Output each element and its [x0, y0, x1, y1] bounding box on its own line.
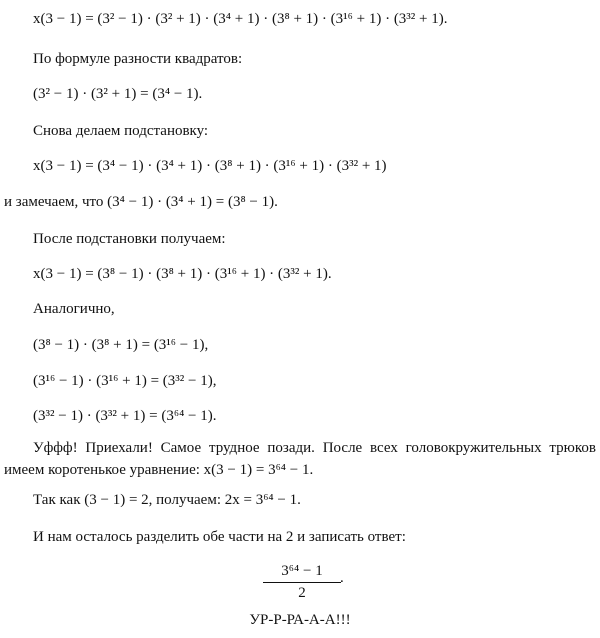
answer-fraction — [263, 561, 341, 603]
equation-square-difference: (3² − 1) · (3² + 1) = (3⁴ − 1). — [33, 86, 203, 102]
equation-initial: x(3 − 1) = (3² − 1) · (3² + 1) · (3⁴ + 1) · (3⁸ + 1) · (3¹⁶ + 1) · (3³² + 1). — [33, 11, 448, 27]
paragraph-divide: И нам осталось разделить обе части на 2 и записать ответ: — [33, 529, 406, 545]
paragraph-substitution-again: Снова делаем подстановку: — [33, 123, 209, 139]
paragraph-notice: и замечаем, что (3⁴ − 1) · (3⁴ + 1) = (3⁸ − 1). — [4, 194, 278, 210]
equation-step-1: (3⁸ − 1) · (3⁸ + 1) = (3¹⁶ − 1), — [33, 337, 209, 353]
paragraph-after-substitution: После подстановки получаем: — [33, 231, 226, 247]
exclamation-hurray: УР-Р-РА-А-А!!! — [249, 612, 351, 628]
paragraph-phew: Уффф! Приехали! Самое трудное позади. После всех головокружительных трюков имеем коротенькое уравнение: x(3 − 1) = 3⁶⁴ − 1. — [4, 440, 596, 478]
paragraph-similarly: Аналогично, — [33, 301, 115, 317]
equation-step-3: (3³² − 1) · (3³² + 1) = (3⁶⁴ − 1). — [33, 408, 217, 424]
equation-step-2: (3¹⁶ − 1) · (3¹⁶ + 1) = (3³² − 1), — [33, 373, 217, 389]
answer-denominator: 2 — [298, 585, 306, 601]
paragraph-since: Так как (3 − 1) = 2, получаем: 2x = 3⁶⁴ − 1. — [33, 492, 301, 508]
answer-numerator: 3⁶⁴ − 1 — [263, 561, 341, 583]
answer-period: . — [340, 570, 344, 586]
equation-after-second-substitution: x(3 − 1) = (3⁸ − 1) · (3⁸ + 1) · (3¹⁶ + 1) · (3³² + 1). — [33, 266, 332, 282]
paragraph-difference-of-squares: По формуле разности квадратов: — [33, 51, 243, 67]
equation-after-first-substitution: x(3 − 1) = (3⁴ − 1) · (3⁴ + 1) · (3⁸ + 1) · (3¹⁶ + 1) · (3³² + 1) — [33, 158, 387, 174]
